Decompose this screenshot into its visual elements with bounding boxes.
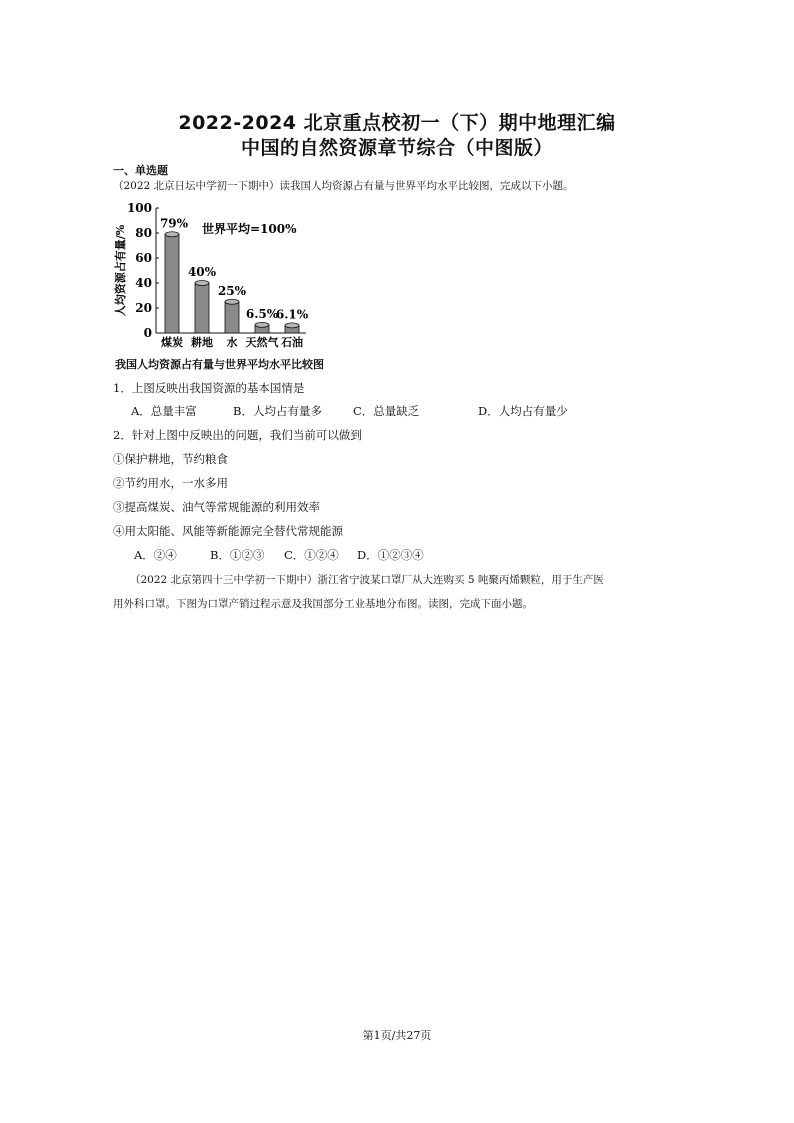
bar-耕地 (195, 281, 209, 334)
y-tick-label: 80 (135, 226, 152, 240)
question-2-item-2: ②节约用水，一水多用 (113, 476, 228, 490)
question-2-option-d[interactable]: D．①②③④ (357, 548, 424, 562)
data-label: 25% (217, 283, 247, 298)
y-tick-label: 0 (143, 326, 152, 340)
question-1-option-b[interactable]: B．人均占有量多 (233, 404, 322, 418)
question-group-intro-2-line2: 用外科口罩。下图为口罩产销过程示意及我国部分工业基地分布图。读图，完成下面小题。 (113, 598, 533, 610)
data-label: 79% (159, 216, 189, 231)
bar-水 (225, 299, 239, 333)
question-2-item-3: ③提高煤炭、油气等常规能源的利用效率 (113, 500, 320, 514)
bar-body (195, 283, 209, 333)
question-2-option-a[interactable]: A．②④ (134, 548, 177, 562)
question-2-item-1: ①保护耕地，节约粮食 (113, 452, 228, 466)
y-tick-label: 40 (135, 276, 152, 290)
page-number: 第1页/共27页 (362, 1029, 432, 1042)
page-title-line2: 中国的自然资源章节综合（中图版） (240, 137, 553, 159)
x-tick-label: 耕地 (191, 336, 213, 349)
x-tick-label: 水 (226, 336, 238, 349)
question-1-stem: 1．上图反映出我国资源的基本国情是 (113, 381, 305, 395)
question-1-option-c[interactable]: C．总量缺乏 (353, 404, 420, 418)
question-2-item-4: ④用太阳能、风能等新能源完全替代常规能源 (113, 524, 343, 538)
data-label: 40% (187, 265, 217, 279)
question-2-stem: 2．针对上图中反映出的问题，我们当前可以做到 (113, 428, 362, 442)
y-tick-label: 20 (135, 301, 152, 315)
question-1-option-a[interactable]: A．总量丰富 (131, 404, 197, 418)
x-tick-label: 天然气 (245, 336, 279, 349)
x-tick-label: 煤炭 (161, 336, 183, 349)
data-label: 6.1% (275, 307, 309, 322)
bar-天然气 (255, 322, 269, 333)
y-axis-label: 人均资源占有量/% (114, 224, 127, 317)
bar-body (225, 302, 239, 333)
section-heading: 一、单选题 (113, 164, 168, 177)
resource-bar-chart (108, 200, 338, 350)
question-1-option-d[interactable]: D．人均占有量少 (478, 404, 568, 418)
question-group-intro: （2022 北京日坛中学初一下期中）读我国人均资源占有量与世界平均水平比较图，完成以下小题。 (113, 180, 574, 192)
bar-cap (195, 281, 209, 286)
bar-body (165, 234, 179, 333)
question-2-option-c[interactable]: C．①②④ (284, 548, 339, 562)
data-label: 6.5% (245, 306, 279, 321)
question-2-option-b[interactable]: B．①②③ (210, 548, 265, 562)
x-tick-label: 石油 (281, 336, 303, 349)
chart-annotation: 世界平均=100% (202, 222, 297, 236)
chart-caption: 我国人均资源占有量与世界平均水平比较图 (115, 358, 324, 371)
bar-cap (255, 322, 269, 327)
question-group-intro-2-line1: （2022 北京第四十三中学初一下期中）浙江省宁波某口罩厂从大连购买 5 吨聚丙烯颗粒，用于生产医 (130, 574, 604, 586)
bar-cap (285, 323, 299, 328)
y-tick-label: 100 (126, 201, 152, 215)
page-title-line1: 2022-2024 北京重点校初一（下）期中地理汇编 (178, 112, 616, 134)
bar-煤炭 (165, 232, 179, 333)
bar-cap (165, 232, 179, 237)
y-tick-label: 60 (135, 251, 152, 265)
bar-cap (225, 299, 239, 304)
bar-石油 (285, 323, 299, 333)
